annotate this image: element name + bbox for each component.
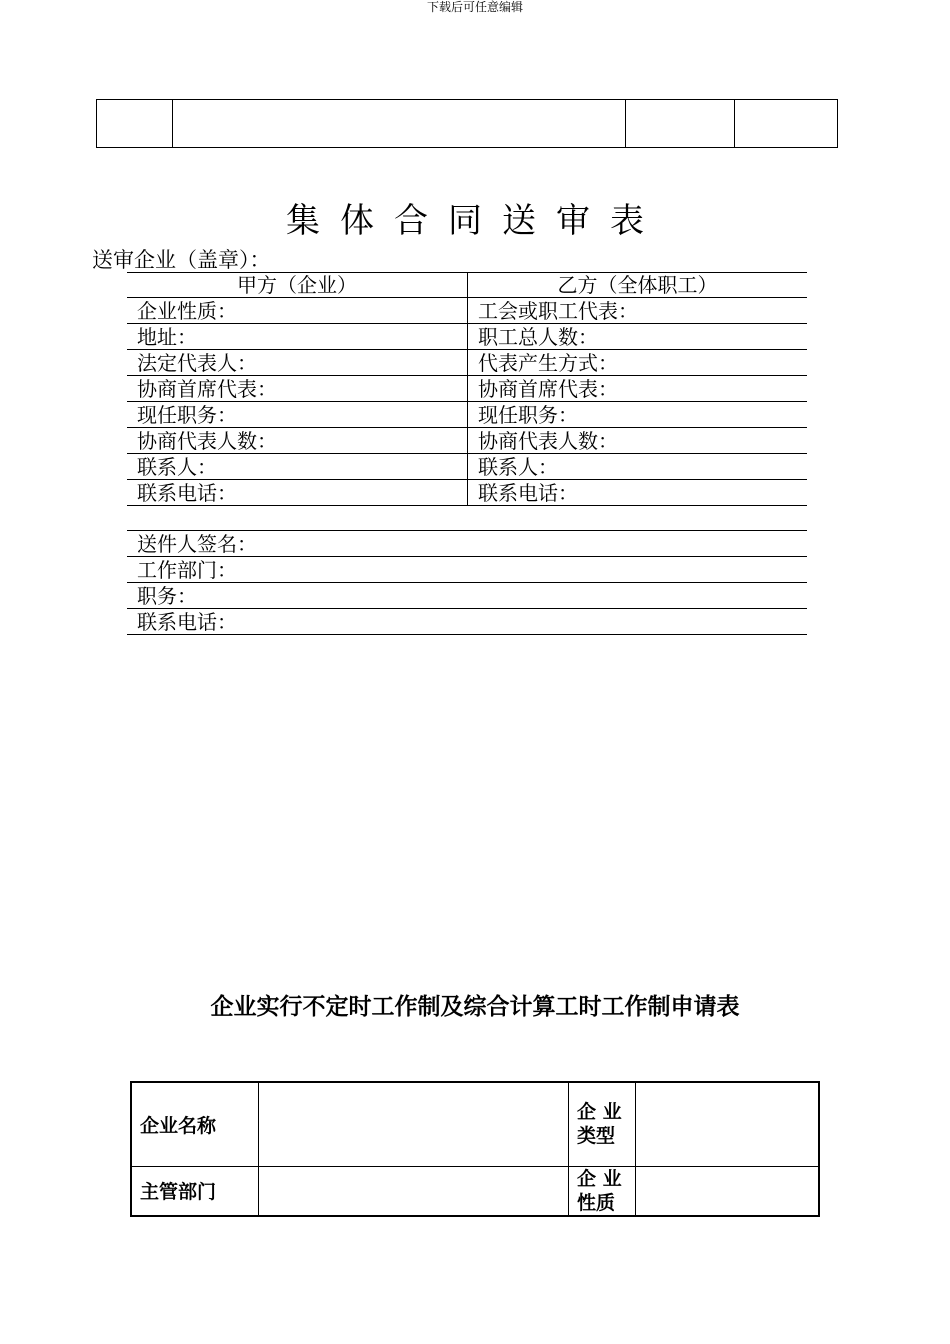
table-row bbox=[127, 557, 807, 583]
party-b-field: 联系电话： bbox=[468, 480, 808, 506]
party-a-field: 协商代表人数： bbox=[127, 428, 468, 454]
company-name-value bbox=[259, 1082, 569, 1166]
blank-cell bbox=[173, 100, 626, 148]
party-b-header: 乙方（全体职工） bbox=[468, 273, 808, 298]
party-a-field: 地址： bbox=[127, 324, 468, 350]
table-row bbox=[127, 376, 807, 402]
party-b-field: 现任职务： bbox=[468, 402, 808, 428]
top-blank-table bbox=[96, 99, 838, 148]
supervisor-value bbox=[259, 1166, 569, 1216]
blank-cell bbox=[626, 100, 735, 148]
party-b-field: 职工总人数： bbox=[468, 324, 808, 350]
table-row bbox=[127, 402, 807, 428]
header-note: 下载后可任意编辑 bbox=[426, 0, 523, 14]
party-b-field: 代表产生方式： bbox=[468, 350, 808, 376]
sender-field: 工作部门： bbox=[127, 557, 807, 583]
application-title: 企业实行不定时工作制及综合计算工时工作制申请表 bbox=[210, 994, 740, 1020]
party-a-field: 协商首席代表： bbox=[127, 376, 468, 402]
party-a-field: 法定代表人： bbox=[127, 350, 468, 376]
sender-company-label: 送审企业（盖章）： bbox=[92, 248, 271, 272]
sender-field: 职务： bbox=[127, 583, 807, 609]
sender-field: 联系电话： bbox=[127, 609, 807, 635]
table-row bbox=[127, 350, 807, 376]
party-a-field: 现任职务： bbox=[127, 402, 468, 428]
table-row bbox=[127, 531, 807, 557]
table-row bbox=[127, 324, 807, 350]
table-row bbox=[127, 480, 807, 506]
table-row bbox=[127, 428, 807, 454]
application-table bbox=[130, 1081, 820, 1217]
sender-table bbox=[127, 530, 807, 635]
table-row bbox=[127, 454, 807, 480]
table-row bbox=[127, 298, 807, 324]
sender-field: 送件人签名： bbox=[127, 531, 807, 557]
party-table bbox=[127, 272, 807, 506]
blank-cell bbox=[97, 100, 173, 148]
party-b-field: 工会或职工代表： bbox=[468, 298, 808, 324]
company-nature-value bbox=[636, 1166, 820, 1216]
form-title: 集体合同送审表 bbox=[286, 201, 664, 241]
party-a-field: 联系人： bbox=[127, 454, 468, 480]
table-row bbox=[127, 609, 807, 635]
party-a-field: 联系电话： bbox=[127, 480, 468, 506]
table-row bbox=[131, 1166, 819, 1216]
table-row bbox=[131, 1082, 819, 1166]
company-name-label: 企业名称 bbox=[131, 1082, 259, 1166]
party-b-field: 协商代表人数： bbox=[468, 428, 808, 454]
company-type-label: 企 业 类型 bbox=[569, 1082, 636, 1166]
party-b-field: 协商首席代表： bbox=[468, 376, 808, 402]
table-row bbox=[127, 583, 807, 609]
party-b-field: 联系人： bbox=[468, 454, 808, 480]
party-a-field: 企业性质： bbox=[127, 298, 468, 324]
company-nature-label: 企 业 性质 bbox=[569, 1166, 636, 1216]
party-a-header: 甲方（企业） bbox=[127, 273, 468, 298]
supervisor-label: 主管部门 bbox=[131, 1166, 259, 1216]
blank-cell bbox=[735, 100, 838, 148]
company-type-value bbox=[636, 1082, 820, 1166]
